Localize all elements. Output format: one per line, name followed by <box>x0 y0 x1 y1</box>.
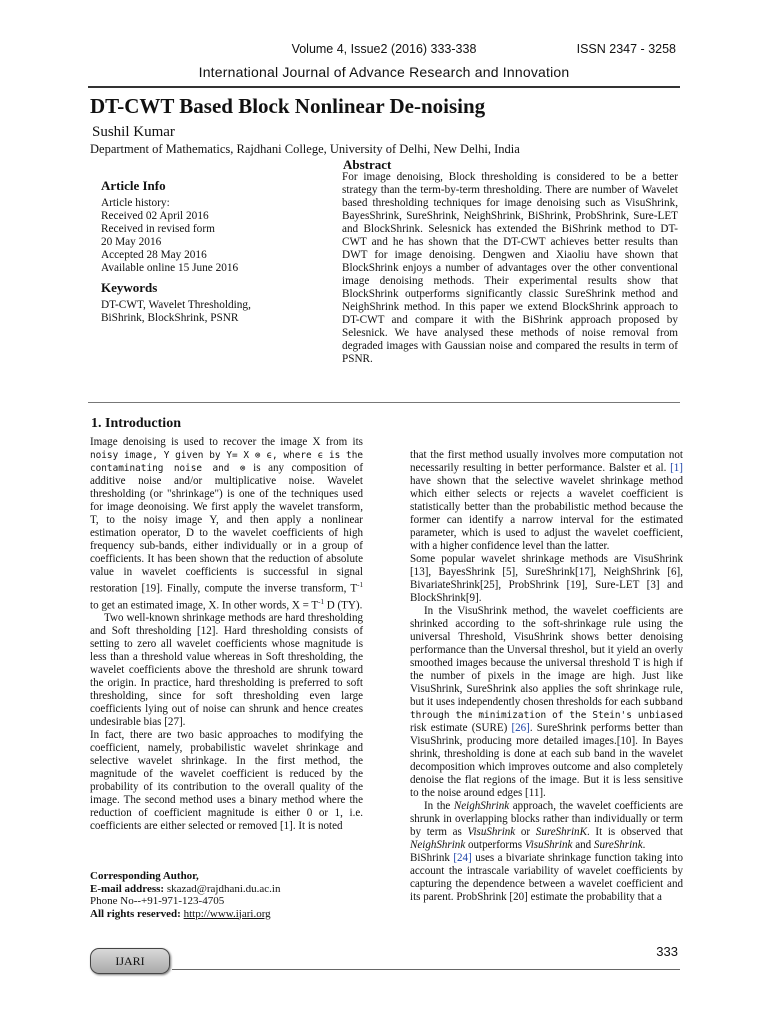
paragraph: In fact, there are two basic approaches to modifying the coefficient, namely, probabilistic wavelet shrinkage and selective wavelet shrinkage. In the first method, the magnitude of the wavelet coefficient is reduced by the probability of its contribution to the overall quality of the image. The second method uses a binary method where the reduction of coefficient magnitude is either 0 or 1, i.e. coefficients are either selected or removed [1]. It is noted <box>90 729 363 833</box>
text-span: approach, the wavelet coefficients are shrunk in overlapping blocks rather than individually or term by term as <box>410 800 683 838</box>
keywords-list <box>101 299 251 325</box>
revised-date: 20 May 2016 <box>101 236 162 248</box>
phone-number: Phone No--+91-971-123-4705 <box>90 895 225 907</box>
journal-issn: ISSN 2347 - 3258 <box>576 42 676 56</box>
paragraph <box>410 800 683 852</box>
section-heading-introduction: 1. Introduction <box>91 416 181 431</box>
author-affiliation: Department of Mathematics, Rajdhani College, University of Delhi, New Delhi, India <box>90 142 520 156</box>
text-span: to get an estimated image, X. In other words, X = T <box>90 599 319 612</box>
citation-link[interactable]: [1] <box>670 462 683 474</box>
body-column-left <box>90 436 363 833</box>
ijari-badge: IJARI <box>90 948 170 974</box>
journal-url-link[interactable]: http://www.ijari.org <box>183 907 271 920</box>
email-address[interactable]: skazad@rajdhani.du.ac.in <box>164 882 281 895</box>
equation-text: noisy image, Y given by Y= X ⊗ ϵ, where ϵ is the contaminating noise and ⊗ <box>90 450 363 474</box>
paragraph <box>410 852 683 904</box>
paragraph: Two well-known shrinkage methods are hard thresholding and Soft thresholding [12]. Hard thresholding consists of setting to zero all wavelet coefficients whose magnitude is less than a threshold value whereas in Soft thresholding, the wavelet coefficients above the threshold are shrunk toward the origin. In practice, hard thresholding is preferred to soft thresholding, since for soft thresholding even large coefficients lying out of noise can shrunk and hence creates undesirable bias [27]. <box>90 612 363 729</box>
italic-term: NeighShrink <box>453 800 510 812</box>
abstract-heading-text: Abstract <box>343 157 392 172</box>
keywords-line: BiShrink, BlockShrink, PSNR <box>101 312 239 324</box>
paragraph <box>410 449 683 553</box>
text-span: uses a bivariate shrinkage function taking into account the intrascale variability of wavelet coefficients by capturing the dependence between a wavelet coefficient and its parent. ProbShrink [20] estimate the probability that a <box>410 852 683 903</box>
page-number: 333 <box>656 944 678 959</box>
text-span: In the <box>424 800 454 812</box>
abstract-text: For image denoising, Block thresholding is considered to be a better strategy than the term-by-term thresholding. There are number of Wavelet based thresholding techniques for image denoising such as VisuShrink, BayesShrink, SureShrink, NeighShrink, BiShrink, ProbShrink, Sure-LET and BlockShrink. Selesnick has extended the BiShrink method to DT-CWT and he has shown that the DT-CWT achieves better results than DWT for image denoising. Dengwen and Xiaoliu have shown that BlockShrink enjoys a number of advantages over the other conventional image denoising methods. Their experimental results show that BlockShrink outperforms significantly classic SureShrink method and NeighShrink method. In this paper we extend BlockShrink approach to DT-CWT and compare it with the BiShrink approach proposed by Selesnick. We have analysed these methods of noise removal from degraded images with Gaussian noise and compared the results in term of PSNR. <box>342 171 678 365</box>
text-span: or <box>515 826 536 838</box>
citation-link[interactable]: [26] <box>511 722 530 734</box>
italic-term: VisuShrink <box>467 826 516 838</box>
history-label: Article history: <box>101 197 170 209</box>
text-span: BiShrink <box>410 852 454 864</box>
text-span: In the VisuShrink method, the wavelet coefficients are shrinked according to the soft-shrinkage rule using the universal Threshold, VisuShrink shows better denoising performance than the Unversal threshol, but it yield an overly smoothed images because the universal threshold T is high if the number of pixels in the image are high. Just like VisuShrink, SureShrink also applies the soft shrinkage rule, but it uses independently chosen thresholds for each <box>410 605 683 708</box>
text-span: . <box>642 839 646 851</box>
online-date: Available online 15 June 2016 <box>101 262 239 274</box>
section-divider <box>88 402 680 403</box>
superscript: -1 <box>318 597 324 606</box>
italic-term: SureShrink <box>593 839 643 851</box>
text-span: risk estimate (SURE) <box>410 722 512 734</box>
article-info-heading: Article Info <box>101 178 166 193</box>
paragraph <box>90 436 363 612</box>
journal-name: International Journal of Advance Research and Innovation <box>198 64 570 80</box>
text-span: have shown that the selective wavelet shrinkage method which either selects or rejects a wavelet coefficient is statistically better than the probabilistic method because the former can identify a narrow interval for the estimated parameter, which is used to adjust the wavelet coefficient, with a higher confidence level than the latter. <box>410 475 683 552</box>
journal-volume-line: Volume 4, Issue2 (2016) 333-338 <box>291 42 477 56</box>
body-column-right <box>410 449 683 904</box>
italic-term: SureShrinK <box>535 826 587 838</box>
paragraph: Some popular wavelet shrinkage methods are VisuShrink [13], BayesShrink [5], SureShrink[17], NeighShrink [6], BivariateShrink[25], ProbShrink [19], Sure-LET [3] and BlockShrink[9]. <box>410 553 683 604</box>
keywords-line: DT-CWT, Wavelet Thresholding, <box>101 299 251 311</box>
header-rule <box>88 86 680 88</box>
rights-label: All rights reserved: <box>90 907 181 920</box>
superscript: -1 <box>357 581 363 589</box>
corresponding-author-block <box>90 870 280 920</box>
paper-author: Sushil Kumar <box>92 124 175 140</box>
keywords-heading: Keywords <box>101 280 158 295</box>
article-history <box>101 197 238 275</box>
corresponding-label: Corresponding Author, <box>90 870 199 882</box>
text-span: and <box>572 839 594 851</box>
italic-term: VisuShrink <box>524 839 573 851</box>
email-label: E-mail address: <box>90 882 165 895</box>
italic-term: NeighShrink <box>410 839 466 851</box>
text-span: . SureShrink performs better than VisuShrink, producing more detailed images.[10]. In Bayes shrink, thresholding is done at each sub band in the wavelet decomposition which improves outcome and also completely denoise the flat regions of the image. But it is less sensitive to the noise around edges [11]. <box>410 722 683 799</box>
revised-label: Received in revised form <box>101 223 215 235</box>
footer-rule <box>172 969 680 970</box>
equation-text: subband through the minimization of the Stein's unbiased <box>410 697 683 721</box>
text-span: that the first method usually involves more computation not necessarily resulting in better performance. Balster et al. <box>410 449 683 474</box>
text-span: is any composition of additive noise and/or multiplicative noise. Wavelet thresholding (or "shrinkage") is one of the techniques used for image deonoising. We first apply the wavelet transform, T, to the noisy image Y, and then apply a nonlinear estimation operator, D to the wavelet coefficients of high frequency sub-bands, either individually or in a group of coefficients. It has been shown that the reduction of absolute value in wavelet coefficients is successful in signal restoration [19]. Finally, compute the inverse transform, T <box>90 462 364 595</box>
text-span: . It is observed that <box>586 826 684 838</box>
paragraph <box>410 605 683 800</box>
text-span: D (TY). <box>323 599 363 612</box>
received-date: Received 02 April 2016 <box>101 210 209 222</box>
accepted-date: Accepted 28 May 2016 <box>101 249 207 261</box>
paper-title: DT-CWT Based Block Nonlinear De-noising <box>90 94 486 118</box>
text-span: outperforms <box>465 839 525 851</box>
citation-link[interactable]: [24] <box>453 852 472 864</box>
text-span: Image denoising is used to recover the image X from its <box>90 436 363 448</box>
